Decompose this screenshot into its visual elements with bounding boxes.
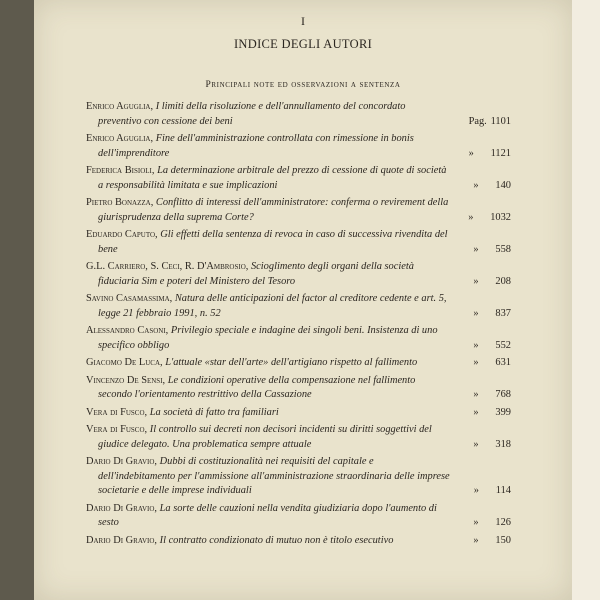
entry-page: 399 xyxy=(495,406,511,418)
index-entry: Alessandro Casoni, Privilegio speciale e indagine dei singoli beni. Insistenza di uno specifico obbligo » 552 xyxy=(86,324,511,353)
entry-author: Vera di Fusco xyxy=(86,424,145,435)
entry-work: Dubbi di costituzionalità nei requisiti del capitale e dell'indebitamento per l'ammissione all'amministrazione straordinaria delle imprese societarie e delle imprese individuali xyxy=(98,456,450,496)
entry-author: Alessandro Casoni xyxy=(86,325,166,336)
index-entry: Pietro Bonazza, Conflitto di interessi dell'amministratore: conferma o revirement della giurisprudenza della suprema Corte? » 1032 xyxy=(86,196,511,225)
entry-page: 631 xyxy=(495,357,511,368)
entry-page: 558 xyxy=(495,243,511,255)
entry-work: I limiti della risoluzione e dell'annullamento del concordato preventivo con cessione dei beni xyxy=(98,101,406,127)
index-entry: Dario Di Gravio, Il contratto condizionato di mutuo non è titolo esecutivo » 150 xyxy=(86,534,511,549)
index-entry: Federica Bisioli, La determinazione arbitrale del prezzo di cessione di quote di società a responsabilità limitata e sue implicazioni » 140 xyxy=(86,164,511,193)
entry-marker: » xyxy=(473,389,479,400)
entry-author: Vera di Fusco xyxy=(86,406,145,418)
entry-author: Enrico Aguglia xyxy=(86,133,151,144)
entry-marker: » xyxy=(473,517,479,528)
entry-work: Fine dell'amministrazione controllata con rimessione in bonis dell'imprenditore xyxy=(98,133,414,159)
entry-page: 208 xyxy=(495,275,511,287)
entry-page: 837 xyxy=(495,307,511,319)
entry-page: 140 xyxy=(495,179,511,191)
entry-marker: Pag. xyxy=(468,115,487,127)
entry-author: Dario Di Gravio xyxy=(86,534,155,546)
entry-work: Natura delle anticipazioni del factor al creditore cedente e art. 5, legge 21 febbraio 1991, n. 52 xyxy=(98,293,447,319)
entry-page: 114 xyxy=(495,485,511,496)
entry-page: 126 xyxy=(495,517,511,528)
author-index-list xyxy=(86,100,511,551)
entry-marker: » xyxy=(468,147,474,159)
background-left xyxy=(0,0,34,600)
entry-marker: » xyxy=(473,243,479,255)
page-title: INDICE DEGLI AUTORI xyxy=(233,37,373,51)
entry-author: Pietro Bonazza xyxy=(86,197,151,208)
entry-author: Dario Di Gravio xyxy=(86,456,155,467)
index-entry: G.L. Carriero, S. Ceci, R. D'Ambrosio, Scioglimento degli organi della società fiduciaria Sim e poteri del Ministero del Tesoro » 208 xyxy=(86,260,511,289)
entry-work: La determinazione arbitrale del prezzo di cessione di quote di società a responsabilità limitata e sue implicazioni xyxy=(98,165,447,191)
entry-page: 150 xyxy=(495,534,511,546)
entry-marker: » xyxy=(473,179,479,191)
entry-work: Le condizioni operative della compensazione nel fallimento secondo l'orientamento restrittivo della Cassazione xyxy=(98,374,416,400)
index-entry: Savino Casamassima, Natura delle anticipazioni del factor al creditore cedente e art. 5, legge 21 febbraio 1991, n. 52 » 837 xyxy=(86,292,511,321)
index-entry: Vera di Fusco, Il controllo sui decreti non decisori incidenti su diritti soggettivi del giudice delegato. Una problematica sempre attuale » 318 xyxy=(86,423,511,452)
entry-marker: » xyxy=(473,438,479,450)
entry-marker: » xyxy=(473,357,479,368)
entry-marker: » xyxy=(468,211,474,223)
entry-page: 552 xyxy=(495,339,511,351)
index-entry: Dario Di Gravio, Dubbi di costituzionalità nei requisiti del capitale e dell'indebitamento per l'ammissione all'amministrazione straordinaria delle imprese societarie e delle imprese individuali » 114 xyxy=(86,455,511,499)
entry-author: Savino Casamassima xyxy=(86,293,170,304)
entry-marker: » xyxy=(473,339,479,351)
entry-page: 1032 xyxy=(490,211,511,223)
entry-work: Conflitto di interessi dell'amministratore: conferma o revirement della giurisprudenza della suprema Corte? xyxy=(98,197,449,223)
entry-author: Enrico Aguglia xyxy=(86,101,151,112)
entry-author: Dario Di Gravio xyxy=(86,502,155,514)
entry-author: Federica Bisioli xyxy=(86,165,152,176)
entry-marker: » xyxy=(473,275,479,287)
entry-marker: » xyxy=(473,485,479,496)
entry-author: Giacomo De Luca xyxy=(86,357,160,368)
entry-page: 768 xyxy=(495,389,511,400)
index-entry: Giacomo De Luca, L'attuale «star dell'arte» dell'artigiano rispetto al fallimento » 631 xyxy=(86,356,511,371)
entry-page: 1121 xyxy=(490,147,511,159)
entry-marker: » xyxy=(473,406,479,418)
entry-work: Gli effetti della sentenza di revoca in caso di successiva rivendita del bene xyxy=(98,229,448,255)
entry-work: Privilegio speciale e indagine dei singoli beni. Insistenza di uno specifico obbligo xyxy=(98,325,438,351)
entry-work: L'attuale «star dell'arte» dell'artigiano rispetto al fallimento xyxy=(165,357,418,368)
section-heading: Principali note ed osservazioni a sentenza xyxy=(205,80,401,90)
entry-marker: » xyxy=(473,534,479,546)
entry-work: Il controllo sui decreti non decisori incidenti su diritti soggettivi del giudice delegato. Una problematica sempre attuale xyxy=(98,424,432,450)
entry-author: Eduardo Caputo xyxy=(86,229,156,240)
entry-marker: » xyxy=(473,307,479,319)
background-right xyxy=(572,0,600,600)
index-entry: Vincenzo De Sensi, Le condizioni operative della compensazione nel fallimento secondo l'orientamento restrittivo della Cassazione » 768 xyxy=(86,374,511,403)
page-section-number: I xyxy=(301,14,305,28)
entry-work: Il contratto condizionato di mutuo non è titolo esecutivo xyxy=(159,534,394,546)
entry-page: 318 xyxy=(495,438,511,450)
index-entry: Enrico Aguglia, I limiti della risoluzione e dell'annullamento del concordato preventivo con cessione dei beni Pag. 1101 xyxy=(86,100,511,129)
entry-work: Scioglimento degli organi della società fiduciaria Sim e poteri del Ministero del Tesoro xyxy=(98,261,414,287)
entry-author: G.L. Carriero, S. Ceci, R. D'Ambrosio xyxy=(86,261,246,272)
entry-author: Vincenzo De Sensi xyxy=(86,374,163,386)
index-entry: Vera di Fusco, La società di fatto tra familiari » 399 xyxy=(86,406,511,421)
index-entry: Eduardo Caputo, Gli effetti della sentenza di revoca in caso di successiva rivendita del bene » 558 xyxy=(86,228,511,257)
index-entry: Enrico Aguglia, Fine dell'amministrazione controllata con rimessione in bonis dell'imprenditore » 1121 xyxy=(86,132,511,161)
index-entry: Dario Di Gravio, La sorte delle cauzioni nella vendita giudiziaria dopo l'aumento di sesto » 126 xyxy=(86,502,511,531)
entry-page: 1101 xyxy=(490,115,511,127)
entry-work: La sorte delle cauzioni nella vendita giudiziaria dopo l'aumento di sesto xyxy=(98,502,437,528)
book-page xyxy=(34,0,572,600)
entry-work: La società di fatto tra familiari xyxy=(149,406,279,418)
